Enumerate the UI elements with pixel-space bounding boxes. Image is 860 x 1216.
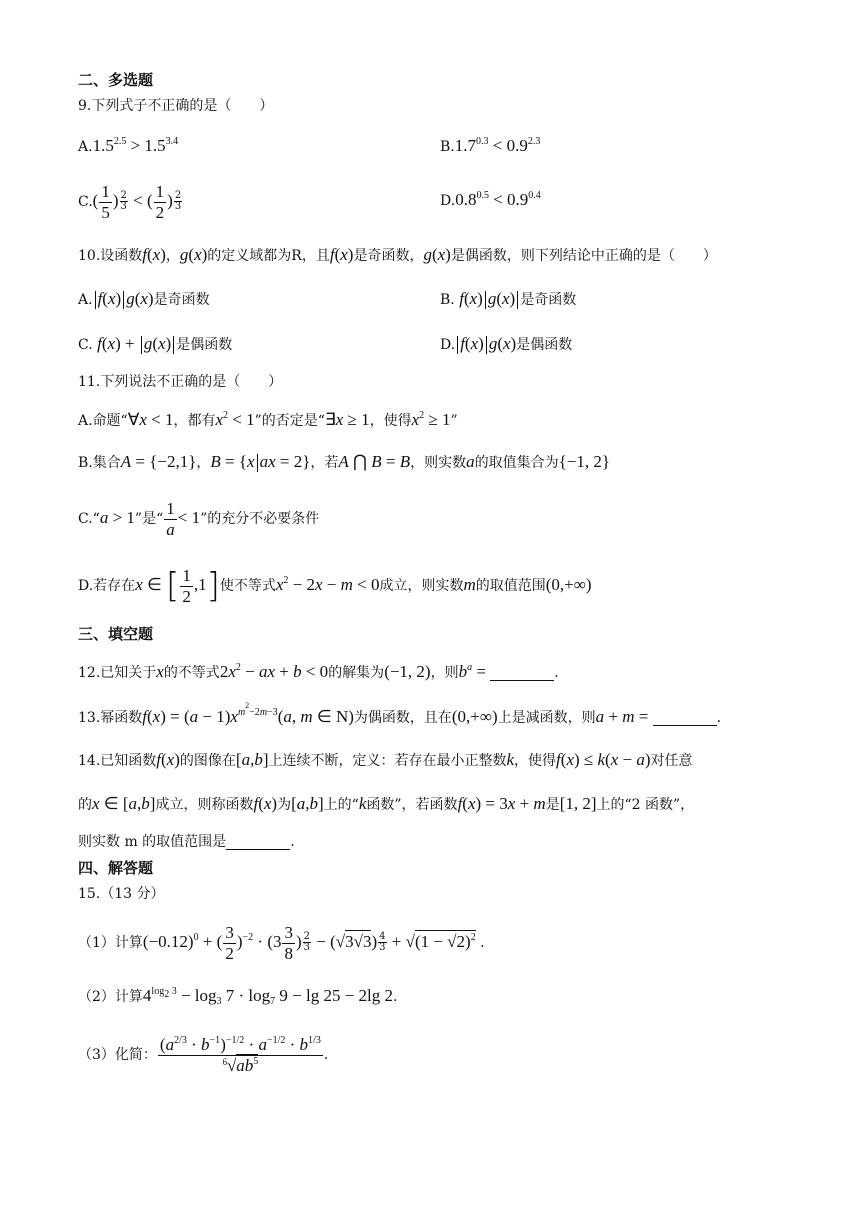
section-heading-fill-in: 三、填空题 <box>78 625 154 643</box>
q11-option-a: A.命题“∀x < 1，都有$x^2 < 1$”的否定是“∃x ≥ 1，使得$x^2 \ge 1$” <box>78 410 458 429</box>
q9-option-a: $A.1.5^{2.5} > 1.5^{3.4}$ <box>78 136 179 155</box>
question-9-stem: 9.下列式子不正确的是（ ） <box>78 98 274 114</box>
q11-option-d: D.若存在x ∈ [ $\frac{1}{2}$ ,1]使不等式$x^2 - 2x - m < 0$成立，则实数m的取值范围(0,+∞) <box>78 565 592 606</box>
question-14-line-2: 的x ∈ [a,b]成立，则称函数f(x)为[a,b]上的“k函数”，若函数f(x) = 3x + m是[1, 2]上的“2 函数”， <box>78 794 695 813</box>
q10-option-b: B. f(x) g(x) 是奇函数 <box>440 289 577 308</box>
q12-answer-blank <box>490 666 554 681</box>
q13-answer-blank <box>653 711 717 726</box>
section-heading-multiple-choice: 二、多选题 <box>78 71 154 89</box>
q9-option-c: C.( $\frac{1}{5}$ ) $\frac{2}{3}$ < ( $\frac{1}{2}$ ) $\frac{2}{3}$ <box>78 181 182 222</box>
q9-option-d: $D.0.8^{0.5} < 0.9^{0.4}$ <box>440 190 541 209</box>
question-14-line-1: 14.已知函数f(x)的图像在[a,b]上连续不断，定义：若存在最小正整数k，使得f(x) ≤ k(x − a)对任意 <box>78 750 693 769</box>
q15-part-3: （3）化简： $\frac{(a^{2/3} \cdot b^{-1})^{-1/2} \cdot a^{-1/2} \cdot b^{1/3}}{^6√ab^5}$ . <box>78 1034 329 1075</box>
q11-option-c: C.“a > 1”是“ $\frac{1}{a}$ < 1”的充分不必要条件 <box>78 498 320 539</box>
q10-option-d: D. f(x) g(x)是偶函数 <box>440 334 573 353</box>
q14-answer-blank <box>226 835 290 850</box>
question-13: 13.幂函数$f(x) = (a - 1)x^{m^2-2m-3}(a$, m ∈ N)为偶函数，且在(0,+∞)上是减函数，则a + m = . <box>78 701 722 726</box>
q9-option-b: $B.1.7^{0.3} < 0.9^{2.3}$ <box>440 136 541 155</box>
q11-option-b: B.集合A = {−2,1}，B = {x ax = 2}，若A ⋂ B = B，则实数a的取值集合为{−1, 2} <box>78 452 611 471</box>
q10-option-c: C. f(x) + g(x) 是偶函数 <box>78 334 233 353</box>
question-10-stem: 10.设函数f(x)，g(x)的定义域都为R，且f(x)是奇函数，g(x)是偶函数，则下列结论中正确的是（ ） <box>78 245 717 264</box>
question-11-stem: 11.下列说法不正确的是（ ） <box>78 374 283 390</box>
q10-option-a: A. f(x) g(x)是奇函数 <box>78 289 210 308</box>
section-heading-answer: 四、解答题 <box>78 859 154 877</box>
question-15-head: 15.（13 分） <box>78 886 165 902</box>
q15-part-1: （1）计算$(-0.12)^0$ + ( $\frac{3}{2}$ )$^{-2}$ · (3 $\frac{3}{8}$ ) $\frac{2}{3}$ − (√3√3) $\frac{4}{3}$ + $√(1 - √2)^2$ . <box>78 922 485 963</box>
q15-part-2: （2）计算$4^{log_2 3} - \log_3 7 \cdot \log_7 9 - \lg 25 - 2\lg$ 2. <box>78 986 398 1007</box>
question-14-line-3: 则实数 m 的取值范围是 . <box>78 834 295 850</box>
question-12: 12.已知关于x的不等式$2x^2$ − ax + b < 0的解集为(−1, 2)，则$b^a$ = . <box>78 662 559 681</box>
